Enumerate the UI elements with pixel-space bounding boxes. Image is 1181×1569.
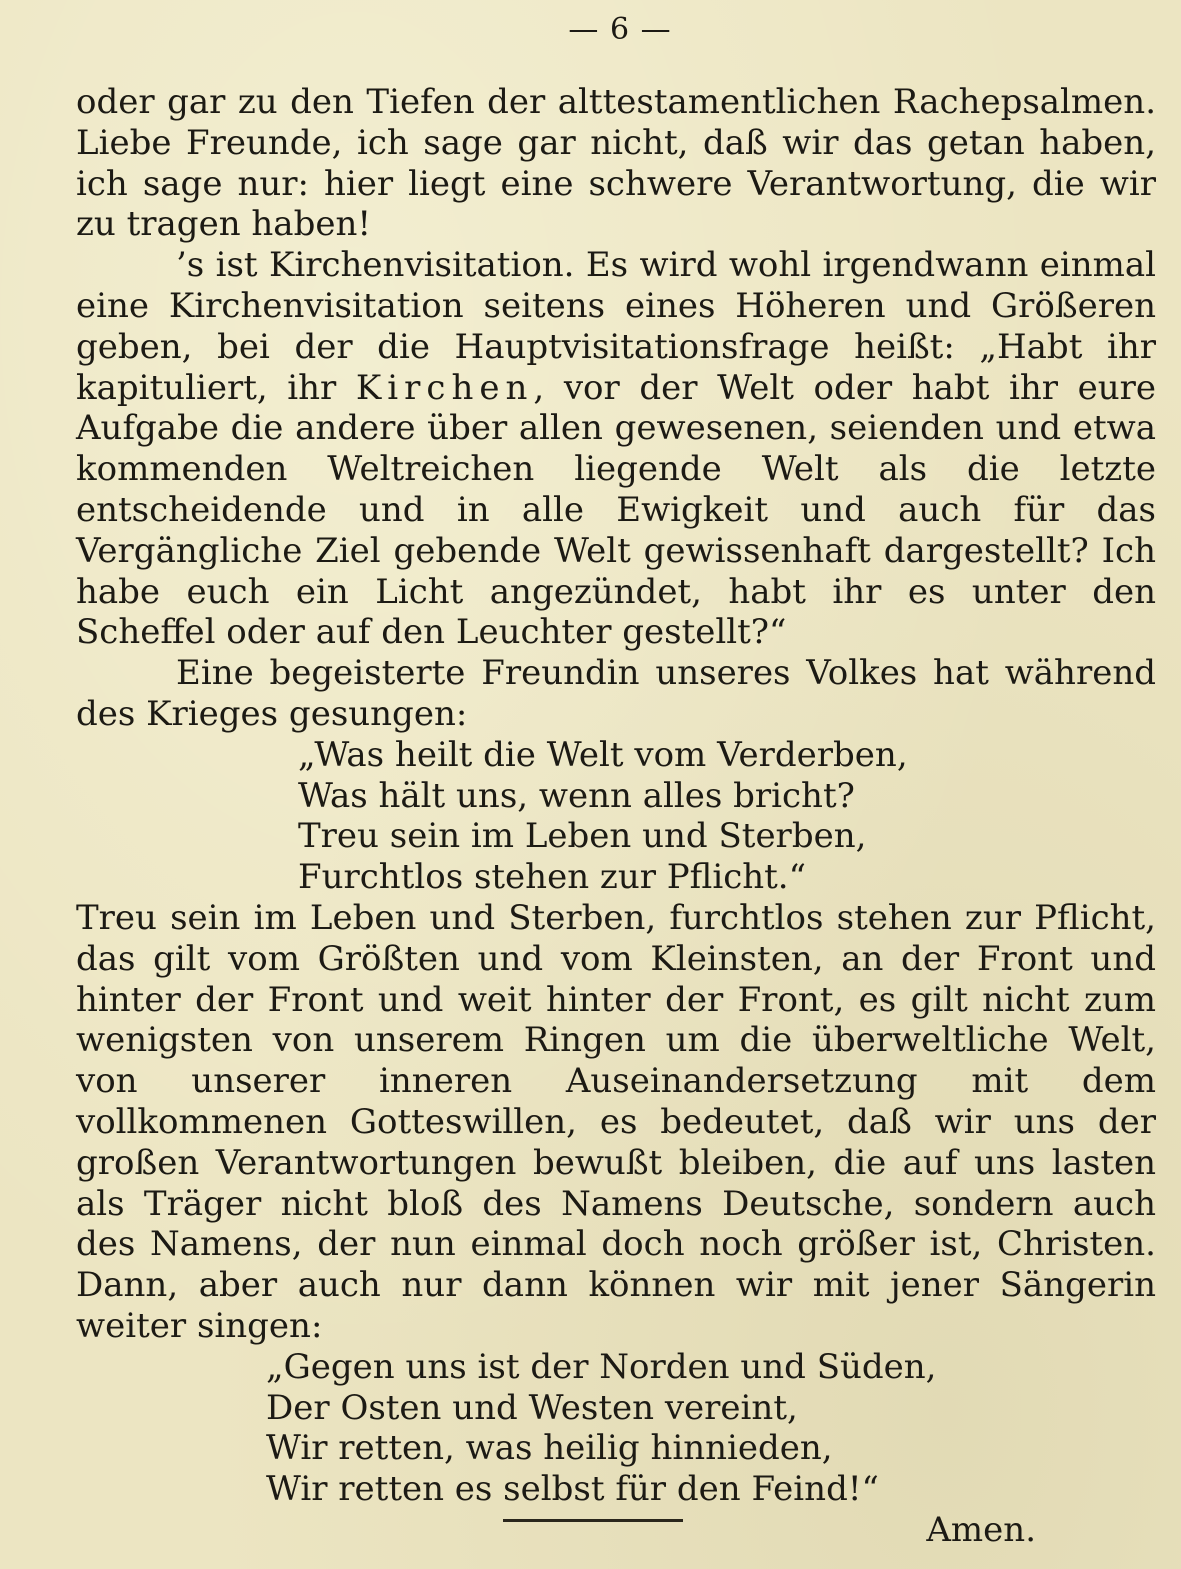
verse-2 <box>76 1347 1156 1510</box>
paragraph-4: Treu sein im Leben und Sterben, furchtlos stehen zur Pflicht, das gilt vom Größten und vom Kleinsten, an der Front und hinter der Front und weit hinter der Front, es gilt nicht zum wenigsten von unserem Ringen um die überweltliche Welt, von unserer inneren Auseinandersetzung mit dem vollkommenen Gotteswillen, es bedeutet, daß wir uns der großen Verantwortungen bewußt bleiben, die auf uns lasten als Träger nicht bloß des Namens Deutsche, sondern auch des Namens, der nun einmal doch noch größer ist, Christen. Dann, aber auch nur dann können wir mit jener Sängerin weiter singen: <box>76 897 1156 1346</box>
verse-2-line: Wir retten es selbst für den Feind!“ <box>266 1469 879 1510</box>
paragraph-3: Eine begeisterte Freundin unseres Volkes hat während des Krieges gesungen: <box>76 653 1156 734</box>
paragraph-2 <box>76 245 1156 653</box>
verse-1 <box>76 735 1156 898</box>
body-text <box>76 82 1156 1551</box>
verse-2-line: „Gegen uns ist der Norden und Süden, <box>266 1346 937 1387</box>
paragraph-1: oder gar zu den Tiefen der alttestamentlichen Rachepsalmen. Liebe Freunde, ich sage gar nicht, daß wir das getan haben, ich sage nur: hier liegt eine schwere Verantwortung, die wir zu tragen haben! <box>76 82 1156 245</box>
verse-1-line: Furchtlos stehen zur Pflicht.“ <box>298 857 806 898</box>
paragraph-2-emphasis: Kirchen <box>355 367 534 408</box>
verse-1-line: Was hält uns, wenn alles bricht? <box>298 775 855 816</box>
verse-2-line: Der Osten und Westen vereint, <box>266 1387 798 1428</box>
verse-2-line: Wir retten, was heilig hinnieden, <box>266 1428 833 1469</box>
end-rule <box>503 1519 683 1522</box>
paragraph-2-start: ’s ist Kirchenvisitation. Es wird wohl irgendwann einmal eine Kirchenvisitation seitens eines Höheren und Größeren geben, bei der die Hauptvisitationsfrage heißt: „Habt ihr kapituliert, ihr <box>76 245 1156 408</box>
verse-1-line: Treu sein im Leben und Sterben, <box>298 816 867 857</box>
paragraph-2-end: , vor der Welt oder habt ihr eure Aufgabe die andere über allen gewesenen, seienden und etwa kommenden Weltreichen liegende Welt als die letzte entscheidende und in alle Ewigkeit und auch für das Vergängliche Ziel gebende Welt gewissenhaft dargestellt? Ich habe euch ein Licht angezündet, habt ihr es unter den Scheffel oder auf den Leuchter gestellt?“ <box>76 367 1156 653</box>
page-number: — 6 — <box>568 12 672 47</box>
closing-amen: Amen. <box>926 1509 1036 1550</box>
verse-1-line: „Was heilt die Welt vom Verderben, <box>298 734 908 775</box>
